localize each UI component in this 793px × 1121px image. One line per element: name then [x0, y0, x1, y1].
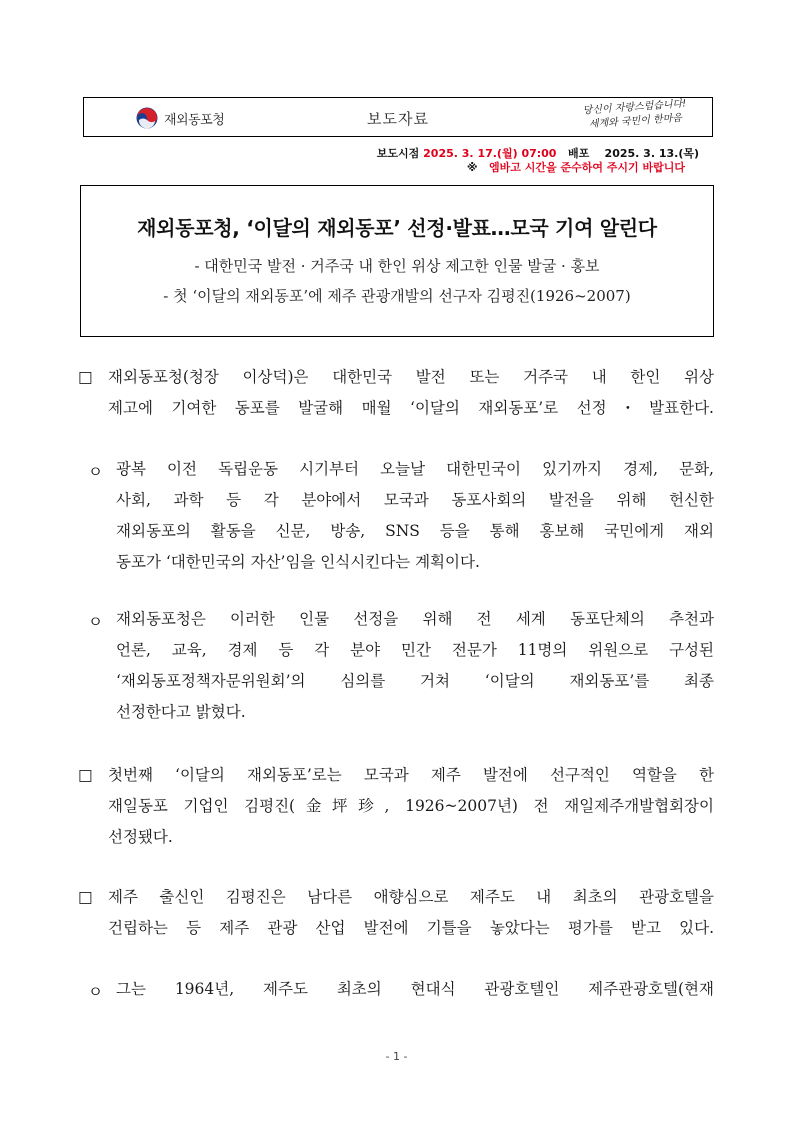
- paragraph-line: ‘재외동포정책자문위원회’의 심의를 거쳐 ‘이달의 재외동포’를 최종: [116, 672, 714, 690]
- bullet-square: □: [78, 368, 93, 386]
- embargo-notice: 엠바고 시간을 준수하여 주시기 바랍니다: [489, 161, 685, 174]
- embargo-line-1: [377, 147, 699, 161]
- paragraph-line: 그는 1964년, 제주도 최초의 현대식 관광호텔인 제주관광호텔(현재: [116, 980, 714, 998]
- doc-type-title: 보도자료: [367, 110, 429, 128]
- title-box: [80, 185, 714, 337]
- distribution-date: 2025. 3. 13.(목): [604, 147, 699, 160]
- paragraph-line: 광복 이전 독립운동 시기부터 오늘날 대한민국이 있기까지 경제, 문화,: [116, 460, 714, 478]
- embargo-label: 보도시점: [376, 147, 420, 160]
- subheadline-2: - 첫 ‘이달의 재외동포’에 제주 관광개발의 선구자 김평진(1926~2007): [163, 287, 631, 305]
- paragraph-line: 제고에 기여한 동포를 발굴해 매월 ‘이달의 재외동포’로 선정・발표한다.: [108, 399, 714, 417]
- paragraph-line: 선정한다고 밝혔다.: [116, 703, 246, 721]
- bullet-circle: ㅇ: [88, 613, 103, 631]
- paragraph-3: [88, 602, 714, 728]
- distribution-label: 배포: [567, 147, 590, 160]
- embargo-time: 2025. 3. 17.(월) 07:00: [423, 147, 557, 160]
- paragraph-2: [88, 452, 714, 578]
- paragraph-line: 사회, 과학 등 각 분야에서 모국과 동포사회의 발전을 위해 헌신한: [116, 491, 714, 509]
- paragraph-line: 재일동포 기업인 김평진(金坪珍, 1926~2007년) 전 재일제주개발협회장이: [108, 797, 714, 815]
- header-box: [83, 97, 713, 137]
- paragraph-line: 재외동포청은 이러한 인물 선정을 위해 전 세계 동포단체의 추천과: [116, 610, 714, 628]
- bullet-circle: ㅇ: [88, 463, 103, 481]
- paragraph-6: [88, 972, 714, 1005]
- paragraph-line: 건립하는 등 제주 관광 산업 발전에 기틀을 놓았다는 평가를 받고 있다.: [108, 919, 714, 937]
- slogan-line-1: 당신이 자랑스럽습니다!: [582, 98, 687, 117]
- paragraph-line: 제주 출신인 김평진은 남다른 애향심으로 제주도 내 최초의 관광호텔을: [108, 888, 714, 906]
- bullet-circle: ㅇ: [88, 983, 103, 1001]
- subheadline-1: - 대한민국 발전 · 거주국 내 한인 위상 제고한 인물 발굴 · 홍보: [194, 257, 600, 275]
- bullet-square: □: [78, 766, 93, 784]
- slogan-line-2: 세계와 국민이 한마음: [588, 112, 683, 131]
- headline: 재외동포청, ‘이달의 재외동포’ 선정·발표…모국 기여 알린다: [137, 216, 657, 240]
- embargo-line-2: [377, 161, 685, 175]
- paragraph-line: 선정됐다.: [108, 828, 173, 846]
- bullet-square: □: [78, 888, 93, 906]
- subheadline-list: [81, 251, 713, 311]
- paragraph-line: 첫번째 ‘이달의 재외동포’로는 모국과 제주 발전에 선구적인 역할을 한: [108, 766, 714, 784]
- paragraph-line: 언론, 교육, 경제 등 각 분야 민간 전문가 11명의 위원으로 구성된: [116, 641, 714, 659]
- org-name: 재외동포청: [164, 112, 225, 128]
- paragraph-4: [78, 758, 714, 853]
- embargo-info: [377, 147, 699, 175]
- paragraph-1: [78, 360, 714, 424]
- paragraph-line: 동포가 ‘대한민국의 자산’임을 인식시킨다는 계획이다.: [116, 553, 480, 571]
- notice-mark: ※: [466, 161, 478, 174]
- page-number: - 1 -: [385, 1050, 408, 1063]
- paragraph-line: 재외동포의 활동을 신문, 방송, SNS 등을 통해 홍보해 국민에게 재외: [116, 522, 714, 540]
- paragraph-5: [78, 880, 714, 944]
- paragraph-line: 재외동포청(청장 이상덕)은 대한민국 발전 또는 거주국 내 한인 위상: [108, 368, 714, 386]
